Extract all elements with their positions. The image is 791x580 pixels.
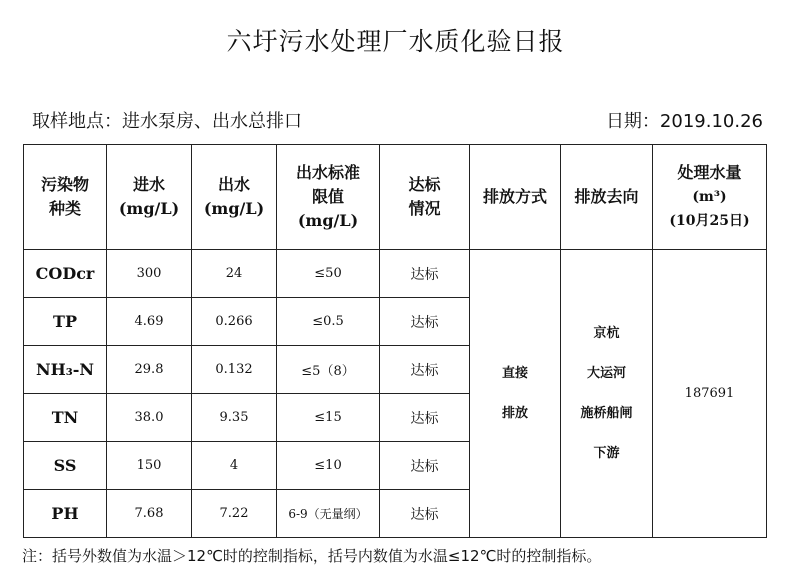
status-value: 达标 (380, 250, 470, 298)
pollutant-name: TN (24, 394, 107, 442)
header-inflow-line2: (mg/L) (118, 199, 180, 218)
status-value: 达标 (380, 442, 470, 490)
header-inflow-line1: 进水 (132, 175, 165, 194)
limit-value: ≤50 (277, 250, 380, 298)
discharge-method-line1: 直接 (501, 365, 528, 381)
footnote: 注：括号外数值为水温＞12℃时的控制指标，括号内数值为水温≤12℃时的控制指标。 (22, 547, 602, 565)
header-limit-line1: 出水标准 (295, 163, 360, 182)
discharge-dest-line3: 施桥船闸 (580, 405, 633, 421)
header-outflow-line2: (mg/L) (203, 199, 265, 218)
header-volume-line2: (m³) (692, 189, 727, 205)
outflow-value: 7.22 (192, 490, 277, 538)
header-discharge-method: 排放方式 (470, 145, 561, 250)
status-value: 达标 (380, 490, 470, 538)
status-value: 达标 (380, 346, 470, 394)
inflow-value: 4.69 (107, 298, 192, 346)
limit-value: ≤10 (277, 442, 380, 490)
inflow-value: 29.8 (107, 346, 192, 394)
discharge-method-line2: 排放 (501, 405, 528, 421)
header-reach (380, 145, 470, 250)
header-outflow (192, 145, 277, 250)
discharge-dest-line1: 京杭 (593, 325, 620, 341)
discharge-dest-cell (561, 250, 653, 538)
header-volume-line1: 处理水量 (677, 163, 742, 182)
treated-volume: 187691 (653, 250, 767, 538)
inflow-value: 150 (107, 442, 192, 490)
pollutant-name: SS (24, 442, 107, 490)
header-pollutant-line1: 污染物 (40, 175, 89, 194)
inflow-value: 300 (107, 250, 192, 298)
limit-value: ≤5（8） (277, 346, 380, 394)
outflow-value: 0.266 (192, 298, 277, 346)
header-limit-line3: (mg/L) (297, 211, 359, 230)
table-row (24, 250, 767, 298)
outflow-value: 24 (192, 250, 277, 298)
discharge-dest-line2: 大运河 (586, 365, 626, 381)
report-title: 六圩污水处理厂水质化验日报 (226, 27, 565, 56)
sampling-location: 取样地点：进水泵房、出水总排口 (32, 111, 302, 132)
header-limit (277, 145, 380, 250)
pollutant-name: CODcr (24, 250, 107, 298)
header-inflow (107, 145, 192, 250)
header-pollutant-line2: 种类 (48, 199, 81, 218)
outflow-value: 4 (192, 442, 277, 490)
status-value: 达标 (380, 298, 470, 346)
header-reach-line2: 情况 (408, 199, 441, 218)
discharge-dest-line4: 下游 (593, 445, 620, 461)
discharge-method-cell (470, 250, 561, 538)
header-limit-line2: 限值 (311, 187, 344, 206)
pollutant-name: PH (24, 490, 107, 538)
outflow-value: 0.132 (192, 346, 277, 394)
inflow-value: 7.68 (107, 490, 192, 538)
header-pollutant (24, 145, 107, 250)
header-row (24, 145, 767, 250)
limit-value: 6-9（无量纲） (277, 490, 380, 538)
header-volume-line3: (10月25日) (669, 213, 750, 229)
outflow-value: 9.35 (192, 394, 277, 442)
limit-value: ≤15 (277, 394, 380, 442)
pollutant-name: NH₃-N (24, 346, 107, 394)
limit-value: ≤0.5 (277, 298, 380, 346)
header-discharge-dest: 排放去向 (561, 145, 653, 250)
water-quality-table (23, 144, 767, 538)
header-outflow-line1: 出水 (217, 175, 250, 194)
report-date: 日期：2019.10.26 (605, 111, 763, 132)
status-value: 达标 (380, 394, 470, 442)
header-volume (653, 145, 767, 250)
header-reach-line1: 达标 (408, 175, 441, 194)
pollutant-name: TP (24, 298, 107, 346)
inflow-value: 38.0 (107, 394, 192, 442)
